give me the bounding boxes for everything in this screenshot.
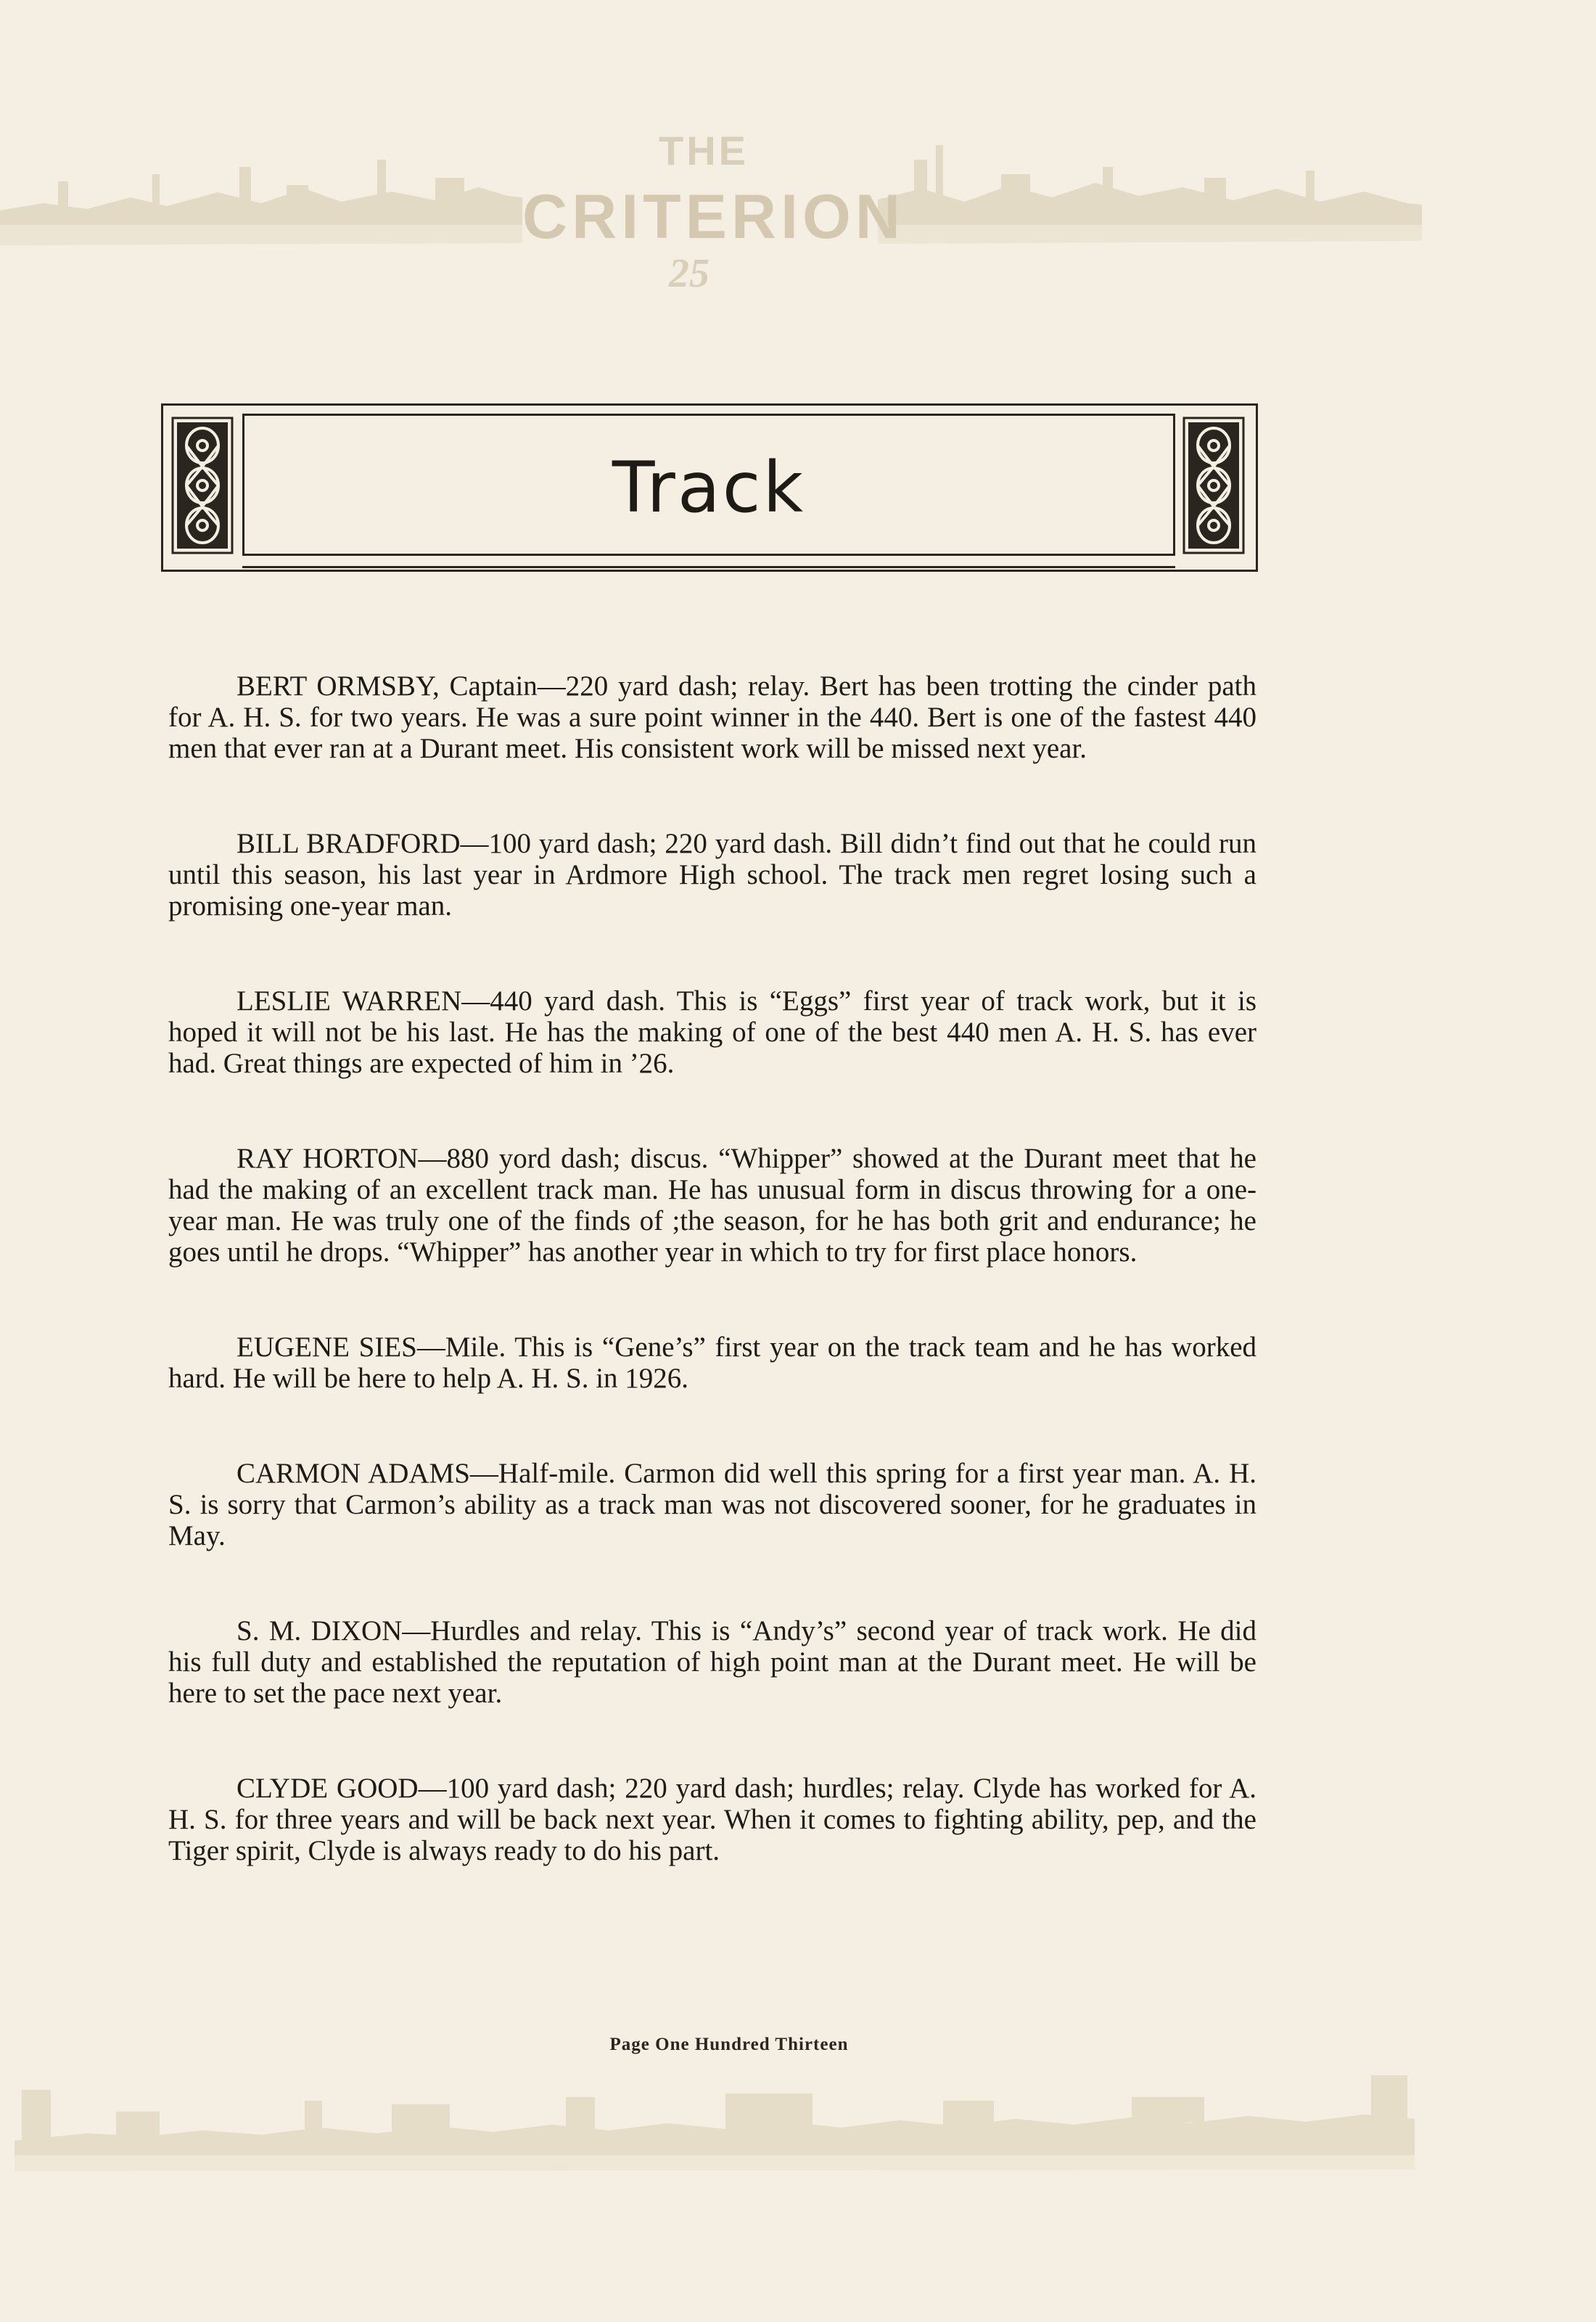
masthead-year: 25 [669, 251, 709, 296]
athlete-paragraph: LESLIE WARREN—440 yard dash. This is “Eggs” first year of track work, but it is hoped it will not be his last. He has the making of one of the best 440 men A. H. S. has ever had. Great things are expected of him in ’26. [168, 985, 1256, 1079]
masthead-the: THE [659, 128, 749, 173]
bottom-skyline-ornament [0, 2061, 1451, 2191]
athlete-paragraph: CLYDE GOOD—100 yard dash; 220 yard dash; hurdles; relay. Clyde has worked for A. H. S. for three years and will be back next year. When it comes to fighting ability, pep, and the Tiger spirit, Clyde is always ready to do his part. [168, 1773, 1256, 1866]
masthead-title: CRITERION [522, 182, 905, 252]
celtic-knot-ornament-icon [1182, 417, 1245, 554]
athlete-paragraph: RAY HORTON—880 yord dash; discus. “Whipper” showed at the Durant meet that he had the making of an excellent track man. He has unusual form in discus throwing for a one-year man. He was truly one of the finds of ;the season, for he has both grit and endurance; he goes until he drops. “Whipper” has another year in which to try for first place honors. [168, 1143, 1256, 1268]
athlete-paragraph: BILL BRADFORD—100 yard dash; 220 yard dash. Bill didn’t find out that he could run until this season, his last year in Ardmore High school. The track men regret losing such a promising one-year man. [168, 828, 1256, 922]
athlete-paragraph: EUGENE SIES—Mile. This is “Gene’s” first year on the track team and he has worked hard. He will be here to help A. H. S. in 1926. [168, 1332, 1256, 1394]
athlete-paragraph: CARMON ADAMS—Half-mile. Carmon did well this spring for a first year man. A. H. S. is sorry that Carmon’s ability as a track man was not discovered sooner, for he graduates in May. [168, 1458, 1256, 1551]
athlete-paragraph: S. M. DIXON—Hurdles and relay. This is “Andy’s” second year of track work. He did his full duty and established the reputation of high point man at the Durant meet. He will be here to set the pace next year. [168, 1615, 1256, 1709]
section-title-frame [161, 403, 1256, 570]
athlete-paragraph: BERT ORMSBY, Captain—220 yard dash; relay. Bert has been trotting the cinder path for A. H. S. for two years. He was a sure point winner in the 440. Bert is one of the fastest 440 men that ever ran at a Durant meet. His consistent work will be missed next year. [168, 670, 1256, 764]
page-number: Page One Hundred Thirteen [609, 2035, 849, 2054]
title-frame-underline [242, 566, 1175, 568]
page-title: Track [612, 447, 806, 528]
celtic-knot-ornament-icon [171, 417, 234, 554]
article-body [168, 670, 1256, 1930]
